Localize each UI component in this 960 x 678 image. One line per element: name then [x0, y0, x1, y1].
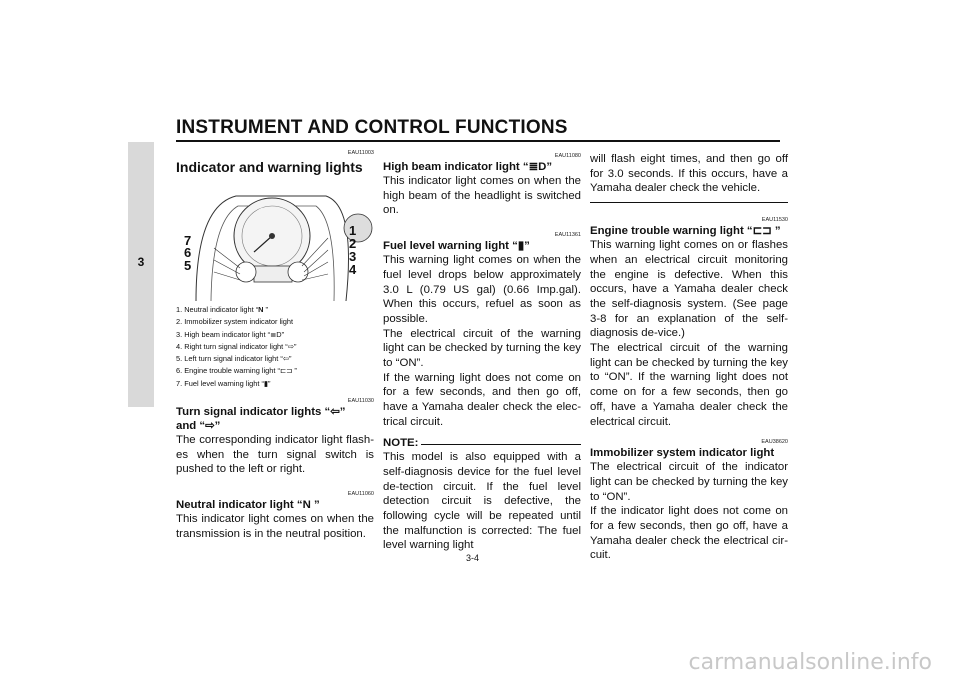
engine-body-2: The electrical circuit of the warning light can be checked by turning the key to “ON”. If the warning light does not come on for a few seconds, then go off, have a Yamaha dealer check the electrical circuit.	[590, 342, 788, 428]
fuel-pump-icon: ▮	[517, 240, 525, 253]
fuel-body-3: If the warning light does not come on for a few seconds, and then go off, have a Yamaha dealer check the elec-trical circuit.	[383, 371, 581, 428]
high-beam-icon: ≣D	[528, 161, 547, 173]
turn-signal-body: The corresponding indicator light flash-es when the turn signal switch is pushed to the left or right.	[176, 434, 374, 476]
section-code: EAU38620	[761, 439, 788, 446]
figure-label-4: 4	[349, 262, 357, 277]
caption-4: 4. Right turn signal indicator light “⇨”	[176, 341, 297, 351]
high-beam-body: This indicator light comes on when the high beam of the headlight is switched on.	[383, 175, 581, 217]
immobilizer-body-2: If the indicator light does not come on for a few seconds, then go off, have a Yamaha dealer check the electrical cir-cuit.	[590, 505, 788, 562]
figure-captions	[176, 304, 374, 390]
column-1	[176, 150, 374, 542]
figure-label-5: 5	[184, 258, 192, 273]
section-title-fuel: Fuel level warning light “▮”	[383, 240, 530, 253]
header-rule	[176, 140, 780, 142]
caption-2: 2. Immobilizer system indicator light	[176, 317, 294, 327]
watermark: carmanualsonline.info	[688, 650, 932, 675]
speedometer-illustration	[176, 176, 374, 304]
section-title-high-beam: High beam indicator light “≣D”	[383, 161, 553, 173]
caption-6: 6. Engine trouble warning light “⊏⊐ ”	[176, 366, 297, 376]
chapter-number: 3	[137, 255, 145, 269]
instrument-figure	[176, 176, 374, 304]
section-title-engine: Engine trouble warning light “⊏⊐ ”	[590, 225, 781, 238]
fuel-pump-icon: ▮	[263, 378, 268, 388]
page-header: INSTRUMENT AND CONTROL FUNCTIONS	[176, 117, 568, 138]
note-body: This model is also equipped with a self-diagnosis device for the fuel level de-tection circuit. If the fuel level detection circuit is defective, the following cycle will be repeated until the malfunction is corrected: The fuel level warning light	[383, 451, 581, 552]
figure-label-6: 6	[184, 245, 192, 260]
caption-7: 7. Fuel level warning light “▮”	[176, 378, 271, 388]
section-title-turn-2: and “⇨”	[176, 420, 221, 433]
chapter-tab	[128, 142, 154, 407]
neutral-body: This indicator light comes on when the transmission is in the neutral position.	[176, 513, 374, 540]
figure-label-3: 3	[349, 249, 357, 264]
figure-label-2: 2	[349, 236, 357, 251]
right-arrow-icon: ⇨	[287, 341, 294, 351]
left-arrow-icon: ⇦	[282, 354, 290, 364]
section-code: EAU11060	[347, 491, 374, 498]
caption-1: 1. Neutral indicator light “N ”	[176, 305, 269, 314]
figure-label-1: 1	[349, 223, 357, 238]
note-end-rule	[590, 202, 788, 203]
section-title-turn: Turn signal indicator lights “⇦”	[176, 406, 346, 419]
note-heading: NOTE:	[383, 436, 581, 451]
caption-5: 5. Left turn signal indicator light “⇦”	[176, 354, 292, 364]
section-code: EAU11080	[554, 153, 581, 159]
section-code: EAU11030	[347, 398, 374, 405]
continued-body: will flash eight times, and then go off for 3.0 seconds. If this occurs, have a Yamaha dealer check the vehicle.	[590, 153, 788, 195]
section-title: Indicator and warning lights	[176, 159, 363, 175]
engine-icon: ⊏⊐	[752, 225, 772, 238]
engine-body-1: This warning light comes on or flashes when an electrical circuit monitoring the engine is defective. When this occurs, have a Yamaha dealer check the self-diagnosis system. (See page 3-8 for an explanation of the self-diagnosis de-vice.)	[590, 239, 788, 340]
high-beam-icon: ≣D	[270, 329, 282, 339]
page-number: 3-4	[466, 553, 480, 563]
section-code: EAU11530	[761, 217, 788, 224]
section-code: EAU11003	[347, 150, 374, 156]
column-3	[590, 152, 788, 563]
immobilizer-body-1: The electrical circuit of the indicator light can be checked by turning the key to “ON”.	[590, 461, 788, 503]
section-code: EAU11361	[554, 232, 581, 239]
section-title-immobilizer: Immobilizer system indicator light	[590, 447, 775, 460]
fuel-body-1: This warning light comes on when the fuel level drops below approximately 3.0 L (0.79 US gal) (0.66 Imp.gal). When this occurs, refuel as soon as possible.	[383, 254, 581, 325]
left-arrow-icon: ⇦	[330, 406, 340, 419]
section-title-neutral: Neutral indicator light “N ”	[176, 499, 320, 512]
figure-label-7: 7	[184, 233, 192, 248]
neutral-icon: N	[258, 305, 264, 314]
fuel-body-2: The electrical circuit of the warning light can be checked by turning the key to “ON”.	[383, 327, 581, 370]
caption-3: 3. High beam indicator light “≣D”	[176, 329, 285, 339]
column-2	[383, 153, 581, 553]
neutral-icon: N	[302, 499, 311, 512]
right-arrow-icon: ⇨	[205, 420, 215, 433]
engine-icon: ⊏⊐	[279, 366, 293, 376]
